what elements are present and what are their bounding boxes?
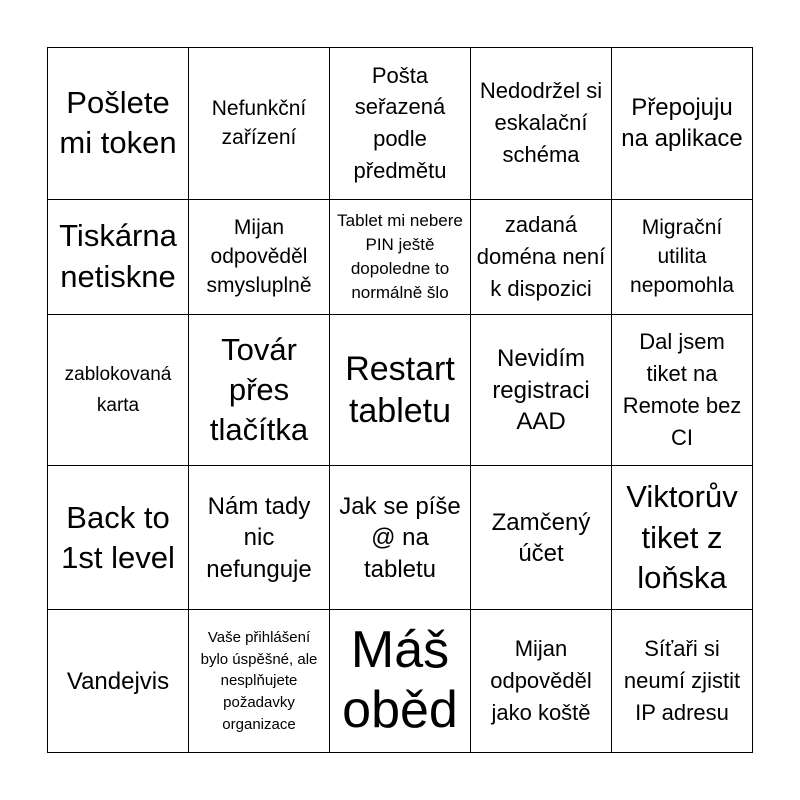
bingo-cell[interactable]: Nedodržel si eskalační schéma (471, 48, 612, 200)
bingo-cell[interactable]: Máš oběd (330, 610, 471, 753)
bingo-cell[interactable]: zablokovaná karta (48, 314, 189, 466)
bingo-cell[interactable]: Vandejvis (48, 610, 189, 753)
board-row (48, 199, 753, 314)
bingo-cell[interactable]: zadaná doména není k dispozici (471, 199, 612, 314)
bingo-cell[interactable]: Back to 1st level (48, 466, 189, 610)
board-row (48, 48, 753, 200)
bingo-cell[interactable]: Pošlete mi token (48, 48, 189, 200)
board-row (48, 314, 753, 466)
bingo-cell[interactable]: Pošta seřazená podle předmětu (330, 48, 471, 200)
board-row (48, 610, 753, 753)
bingo-cell[interactable]: Tablet mi nebere PIN ještě dopoledne to normálně šlo (330, 199, 471, 314)
bingo-cell[interactable]: Továr přes tlačítka (189, 314, 330, 466)
bingo-cell[interactable]: Mijan odpověděl smysluplně (189, 199, 330, 314)
board-row (48, 466, 753, 610)
bingo-cell[interactable]: Nám tady nic nefunguje (189, 466, 330, 610)
bingo-cell[interactable]: Nefunkční zařízení (189, 48, 330, 200)
bingo-board (47, 47, 753, 753)
bingo-cell[interactable]: Síťaři si neumí zjistit IP adresu (612, 610, 753, 753)
bingo-cell[interactable]: Zamčený účet (471, 466, 612, 610)
bingo-cell[interactable]: Restart tabletu (330, 314, 471, 466)
bingo-cell[interactable]: Dal jsem tiket na Remote bez CI (612, 314, 753, 466)
bingo-cell[interactable]: Nevidím registraci AAD (471, 314, 612, 466)
bingo-cell[interactable]: Tiskárna netiskne (48, 199, 189, 314)
bingo-cell[interactable]: Migrační utilita nepomohla (612, 199, 753, 314)
bingo-cell[interactable]: Viktorův tiket z loňska (612, 466, 753, 610)
bingo-cell[interactable]: Mijan odpověděl jako koště (471, 610, 612, 753)
bingo-cell[interactable]: Jak se píše @ na tabletu (330, 466, 471, 610)
bingo-cell[interactable]: Vaše přihlášení bylo úspěšné, ale nesplňujete požadavky organizace (189, 610, 330, 753)
bingo-cell[interactable]: Přepojuju na aplikace (612, 48, 753, 200)
